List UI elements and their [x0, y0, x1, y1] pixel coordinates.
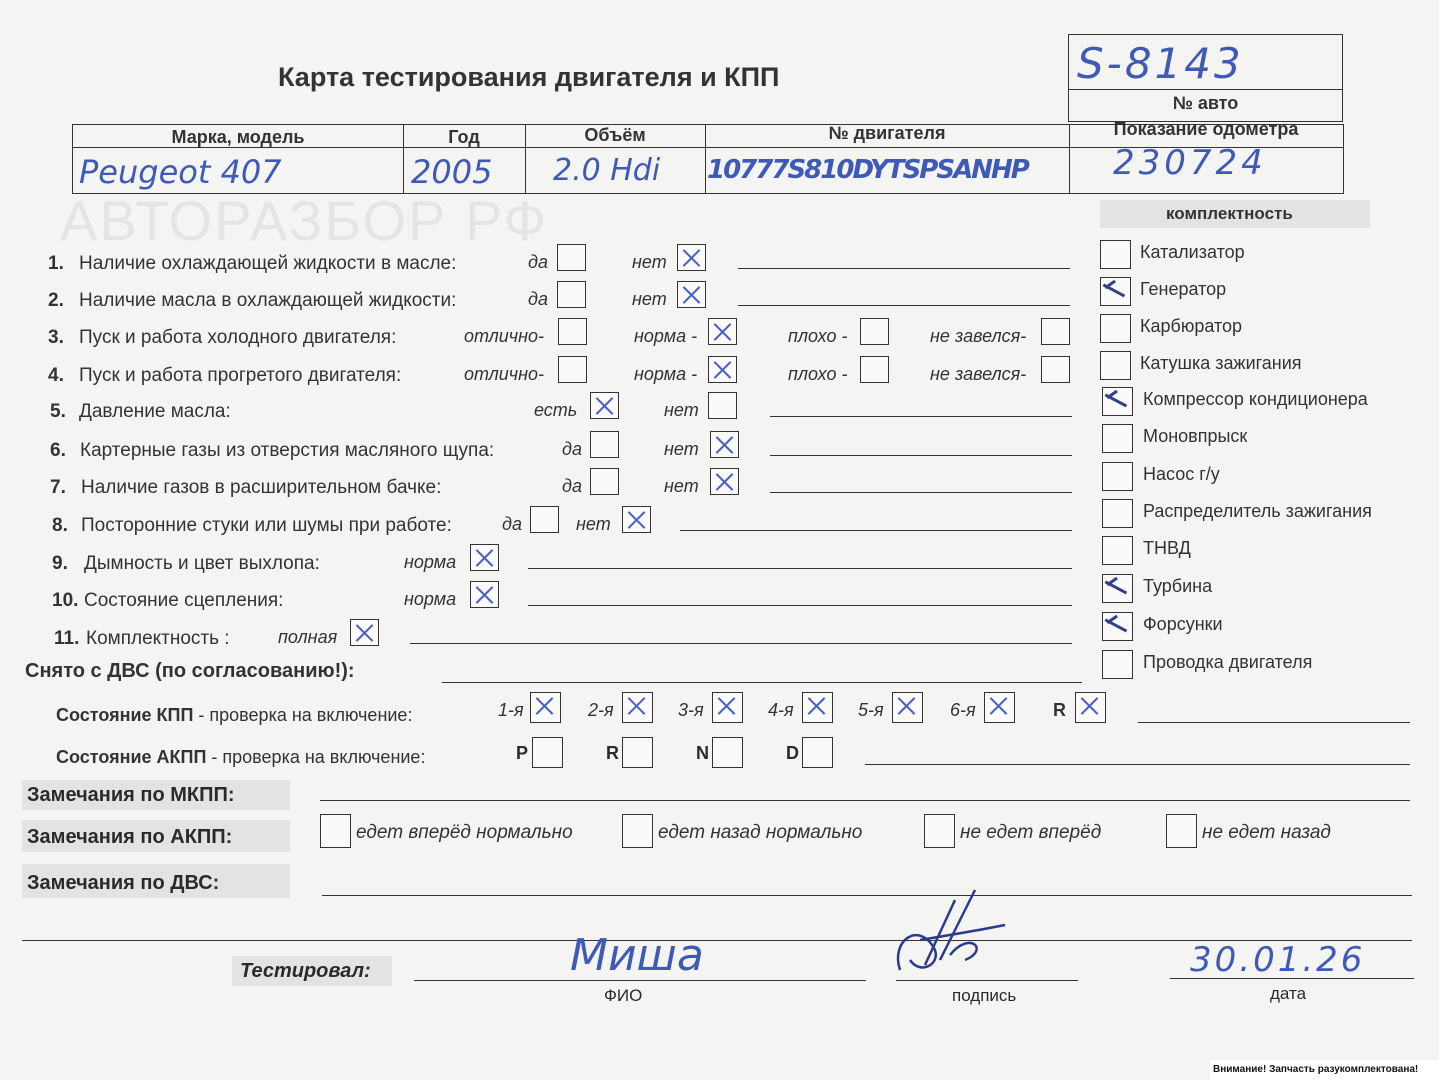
option-checkbox[interactable] [470, 581, 499, 608]
option-label: отлично- [464, 364, 544, 384]
option-label: да [562, 476, 582, 496]
option-checkbox[interactable] [557, 244, 586, 271]
row-number: 11. [54, 628, 80, 649]
gear-checkbox[interactable] [530, 692, 561, 723]
option-checkbox[interactable] [622, 506, 651, 533]
gear-checkbox[interactable] [712, 692, 743, 723]
mode-label: N [696, 743, 709, 763]
row-label: Состояние сцепления: [84, 590, 284, 611]
signature-label: подпись [952, 986, 1017, 1005]
volume-label: Объём [584, 125, 646, 145]
car-number-label: № авто [1172, 93, 1239, 113]
mode-label: R [606, 743, 619, 763]
completeness-checkbox[interactable] [1102, 424, 1133, 453]
footer-notice: Внимание! Запчасть разукомплектована! [1213, 1064, 1419, 1075]
completeness-item: Проводка двигателя [1143, 652, 1313, 672]
completeness-checkbox[interactable] [1102, 574, 1133, 603]
mode-checkbox[interactable] [712, 737, 743, 768]
option-label: плохо - [788, 326, 848, 346]
option-label: отлично- [464, 326, 544, 346]
car-number-box [1068, 34, 1343, 122]
akpp-option-label: едет назад нормально [658, 822, 863, 843]
completeness-item: Распределитель зажигания [1143, 501, 1372, 521]
page-title: Карта тестирования двигателя и КПП [278, 62, 780, 92]
odometer-value: 230724 [1113, 143, 1267, 183]
year-label: Год [448, 127, 480, 147]
completeness-checkbox[interactable] [1100, 351, 1131, 380]
header-table [72, 119, 1344, 194]
tester-name: Миша [570, 930, 704, 981]
completeness-checkbox[interactable] [1100, 277, 1131, 306]
row-label: Пуск и работа прогретого двигателя: [79, 365, 402, 386]
mode-checkbox[interactable] [532, 737, 563, 768]
option-checkbox[interactable] [590, 431, 619, 458]
option-label: нет [664, 476, 699, 496]
completeness-item: Компрессор кондиционера [1143, 389, 1368, 409]
completeness-item: Моновпрыск [1143, 426, 1248, 446]
option-label: нет [632, 289, 667, 309]
completeness-checkbox[interactable] [1102, 650, 1133, 679]
option-checkbox[interactable] [710, 468, 739, 495]
remarks-dvs: Замечания по ДВС: [27, 872, 220, 894]
akpp-option-label: не едет назад [1202, 822, 1331, 843]
akpp-option-checkbox[interactable] [924, 814, 955, 848]
row-number: 9. [52, 553, 68, 574]
option-label: да [502, 514, 522, 534]
option-checkbox[interactable] [557, 281, 586, 308]
completeness-checkbox[interactable] [1100, 314, 1131, 343]
option-checkbox[interactable] [558, 356, 587, 383]
mode-label: D [786, 743, 799, 763]
year-value: 2005 [411, 153, 493, 191]
brand-value: Peugeot 407 [79, 153, 282, 191]
completeness-item: Насос г/у [1143, 464, 1220, 484]
option-checkbox[interactable] [860, 318, 889, 345]
row-label: Давление масла: [79, 401, 231, 422]
row-label: Наличие газов в расширительном бачке: [81, 477, 442, 498]
gear-label: 6-я [950, 700, 976, 720]
fio-label: ФИО [604, 986, 643, 1005]
kpp-label: Состояние КПП - проверка на включение: [56, 705, 413, 725]
row-label: Посторонние стуки или шумы при работе: [81, 515, 452, 536]
engine-value: 10777S810DYTSPSANHP [707, 155, 1028, 185]
option-checkbox[interactable] [1041, 356, 1070, 383]
completeness-item: Турбина [1143, 576, 1213, 596]
gear-label: 1-я [498, 700, 524, 720]
row-number: 4. [48, 365, 64, 386]
row-number: 3. [48, 327, 64, 348]
option-checkbox[interactable] [710, 431, 739, 458]
row-number: 6. [50, 440, 66, 461]
option-checkbox[interactable] [558, 318, 587, 345]
date-label: дата [1270, 984, 1307, 1003]
akpp-label: Состояние АКПП - проверка на включение: [56, 747, 426, 767]
option-label: да [562, 439, 582, 459]
completeness-item: Катушка зажигания [1140, 353, 1302, 373]
option-label: не завелся- [930, 326, 1027, 346]
date-value: 30.01.26 [1190, 940, 1366, 980]
row-number: 1. [48, 253, 64, 274]
completeness-checkbox[interactable] [1102, 499, 1133, 528]
gear-label: 4-я [768, 700, 794, 720]
row-label: Наличие охлаждающей жидкости в масле: [79, 253, 457, 274]
row-number: 2. [48, 290, 64, 311]
removed-from-engine: Снято с ДВС (по согласованию!): [25, 660, 355, 682]
gear-label: 3-я [678, 700, 704, 720]
option-checkbox[interactable] [350, 619, 379, 646]
remarks-akpp: Замечания по АКПП: [27, 826, 233, 848]
gear-label: 5-я [858, 700, 884, 720]
tested-by-label: Тестировал: [240, 960, 371, 982]
option-checkbox[interactable] [590, 468, 619, 495]
completeness-item: Катализатор [1140, 242, 1245, 262]
option-label: нет [664, 400, 699, 420]
akpp-option-checkbox[interactable] [1166, 814, 1197, 848]
row-number: 5. [50, 401, 66, 422]
option-label: нет [632, 252, 667, 272]
completeness-title: комплектность [1166, 204, 1293, 223]
gear-label: 2-я [588, 700, 614, 720]
gear-checkbox[interactable] [802, 692, 833, 723]
option-label: полная [278, 627, 338, 647]
odometer-label: Показание одометра [1113, 119, 1299, 139]
completeness-item: ТНВД [1143, 538, 1191, 558]
option-checkbox[interactable] [590, 392, 619, 419]
akpp-option-checkbox[interactable] [320, 814, 351, 848]
completeness-item: Карбюратор [1140, 316, 1243, 336]
engine-label: № двигателя [828, 123, 946, 143]
option-label: норма - [634, 364, 698, 384]
gear-checkbox[interactable] [622, 692, 653, 723]
signature [880, 880, 1010, 980]
option-label: плохо - [788, 364, 848, 384]
completeness-item: Форсунки [1143, 614, 1223, 634]
option-label: да [528, 252, 548, 272]
option-checkbox[interactable] [708, 392, 737, 419]
row-label: Дымность и цвет выхлопа: [84, 553, 320, 574]
completeness-checkbox[interactable] [1100, 240, 1131, 269]
option-checkbox[interactable] [708, 356, 737, 383]
row-number: 8. [52, 515, 68, 536]
completeness-item: Генератор [1140, 279, 1227, 299]
option-label: норма [404, 589, 457, 609]
option-label: норма - [634, 326, 698, 346]
option-label: есть [534, 400, 578, 420]
gear-checkbox[interactable] [984, 692, 1015, 723]
mode-checkbox[interactable] [622, 737, 653, 768]
brand-label: Марка, модель [171, 127, 305, 147]
option-checkbox[interactable] [530, 506, 559, 533]
volume-value: 2.0 Hdi [553, 153, 661, 188]
completeness-checkbox[interactable] [1102, 612, 1133, 641]
option-checkbox[interactable] [708, 318, 737, 345]
row-label: Комплектность : [86, 628, 230, 649]
akpp-option-checkbox[interactable] [622, 814, 653, 848]
akpp-option-label: не едет вперёд [960, 822, 1102, 843]
option-checkbox[interactable] [860, 356, 889, 383]
option-checkbox[interactable] [677, 281, 706, 308]
option-label: норма [404, 552, 457, 572]
option-label: не завелся- [930, 364, 1027, 384]
mode-checkbox[interactable] [802, 737, 833, 768]
mode-label: P [516, 743, 529, 763]
gear-checkbox[interactable] [892, 692, 923, 723]
option-checkbox[interactable] [677, 244, 706, 271]
watermark: АВТОРАЗБОР РФ [60, 189, 549, 252]
row-label: Наличие масла в охлаждающей жидкости: [79, 290, 457, 311]
row-number: 10. [52, 590, 79, 611]
row-number: 7. [50, 477, 66, 498]
option-label: нет [576, 514, 611, 534]
completeness-checkbox[interactable] [1102, 387, 1133, 416]
option-checkbox[interactable] [1041, 318, 1070, 345]
remarks-mkpp: Замечания по МКПП: [27, 784, 235, 806]
option-label: нет [664, 439, 699, 459]
gear-label: R [1053, 700, 1066, 720]
akpp-option-label: едет вперёд нормально [356, 822, 573, 843]
option-label: да [528, 289, 548, 309]
gear-checkbox[interactable] [1075, 692, 1106, 723]
row-label: Картерные газы из отверстия масляного щупа: [80, 440, 495, 461]
option-checkbox[interactable] [470, 544, 499, 571]
completeness-checkbox[interactable] [1102, 536, 1133, 565]
row-label: Пуск и работа холодного двигателя: [79, 327, 397, 348]
car-number-value: S-8143 [1077, 39, 1244, 88]
completeness-checkbox[interactable] [1102, 462, 1133, 491]
